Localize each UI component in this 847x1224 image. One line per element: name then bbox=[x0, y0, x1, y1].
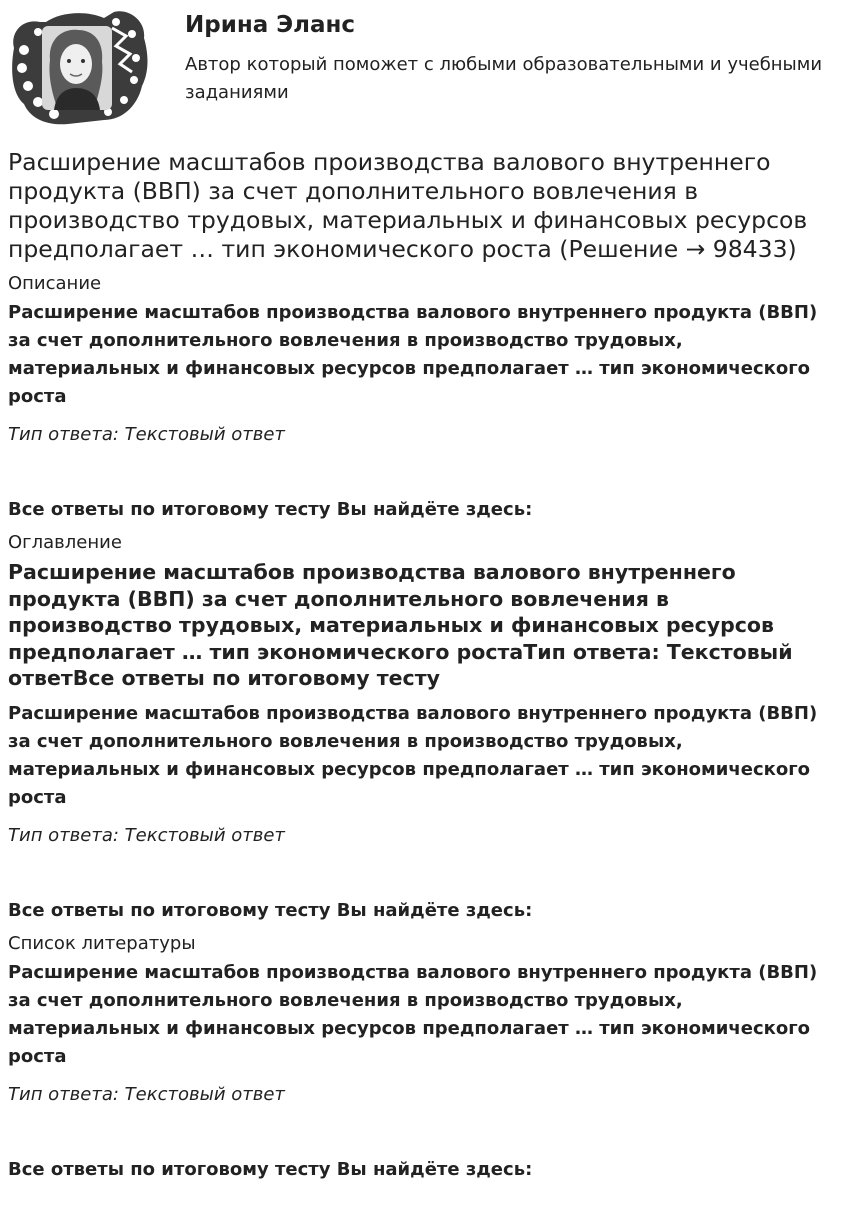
section-label-description: Описание bbox=[8, 273, 102, 294]
description-answer-type: Тип ответа: Текстовый ответ bbox=[8, 424, 285, 445]
toc-heading bbox=[8, 559, 838, 692]
section-label-toc: Оглавление bbox=[8, 532, 122, 553]
literature-answer-type: Тип ответа: Текстовый ответ bbox=[8, 1083, 285, 1105]
toc-question: Расширение масштабов производства валового внутреннего продукта (ВВП) за счет дополнительного вовлечения в производство трудовых, материальных и финансовых ресурсов предполагает … тип экономического роста bbox=[8, 702, 818, 808]
section-label-literature: Список литературы bbox=[8, 932, 196, 954]
toc-heading-question: Расширение масштабов производства валового внутреннего продукта (ВВП) за счет дополнительного вовлечения в производство трудовых, материальных и финансовых ресурсов предполагает … тип экономического роста bbox=[8, 560, 774, 664]
description-question: Расширение масштабов производства валового внутреннего продукта (ВВП) за счет дополнительного вовлечения в производство трудовых, материальных и финансовых ресурсов предполагает … тип экономического роста bbox=[8, 302, 818, 407]
literature-question: Расширение масштабов производства валового внутреннего продукта (ВВП) за счет дополнительного вовлечения в производство трудовых, материальных и финансовых ресурсов предполагает … тип экономического роста bbox=[8, 961, 818, 1067]
toc-all-answers: Все ответы по итоговому тесту Вы найдёте здесь: bbox=[8, 899, 533, 921]
author-avatar bbox=[8, 8, 150, 126]
author-description: Автор который поможет с любыми образовательными и учебными заданиями bbox=[185, 54, 823, 103]
toc-heading-all-answers: Все ответы по итоговому тесту bbox=[72, 666, 440, 690]
author-card bbox=[8, 8, 838, 128]
toc-answer-type: Тип ответа: Текстовый ответ bbox=[8, 824, 285, 846]
page-title: Расширение масштабов производства валового внутреннего продукта (ВВП) за счет дополнительного вовлечения в производство трудовых, материальных и финансовых ресурсов предполагает … тип экономического роста (Решение → 98433) bbox=[8, 148, 808, 263]
description-all-answers: Все ответы по итоговому тесту Вы найдёте здесь: bbox=[8, 499, 533, 520]
main-content bbox=[8, 148, 838, 1184]
literature-all-answers: Все ответы по итоговому тесту Вы найдёте здесь: bbox=[8, 1158, 533, 1180]
author-name: Ирина Эланс bbox=[185, 12, 356, 38]
toc-heading-answer-type: Тип ответа: Текстовый ответ bbox=[8, 639, 793, 690]
